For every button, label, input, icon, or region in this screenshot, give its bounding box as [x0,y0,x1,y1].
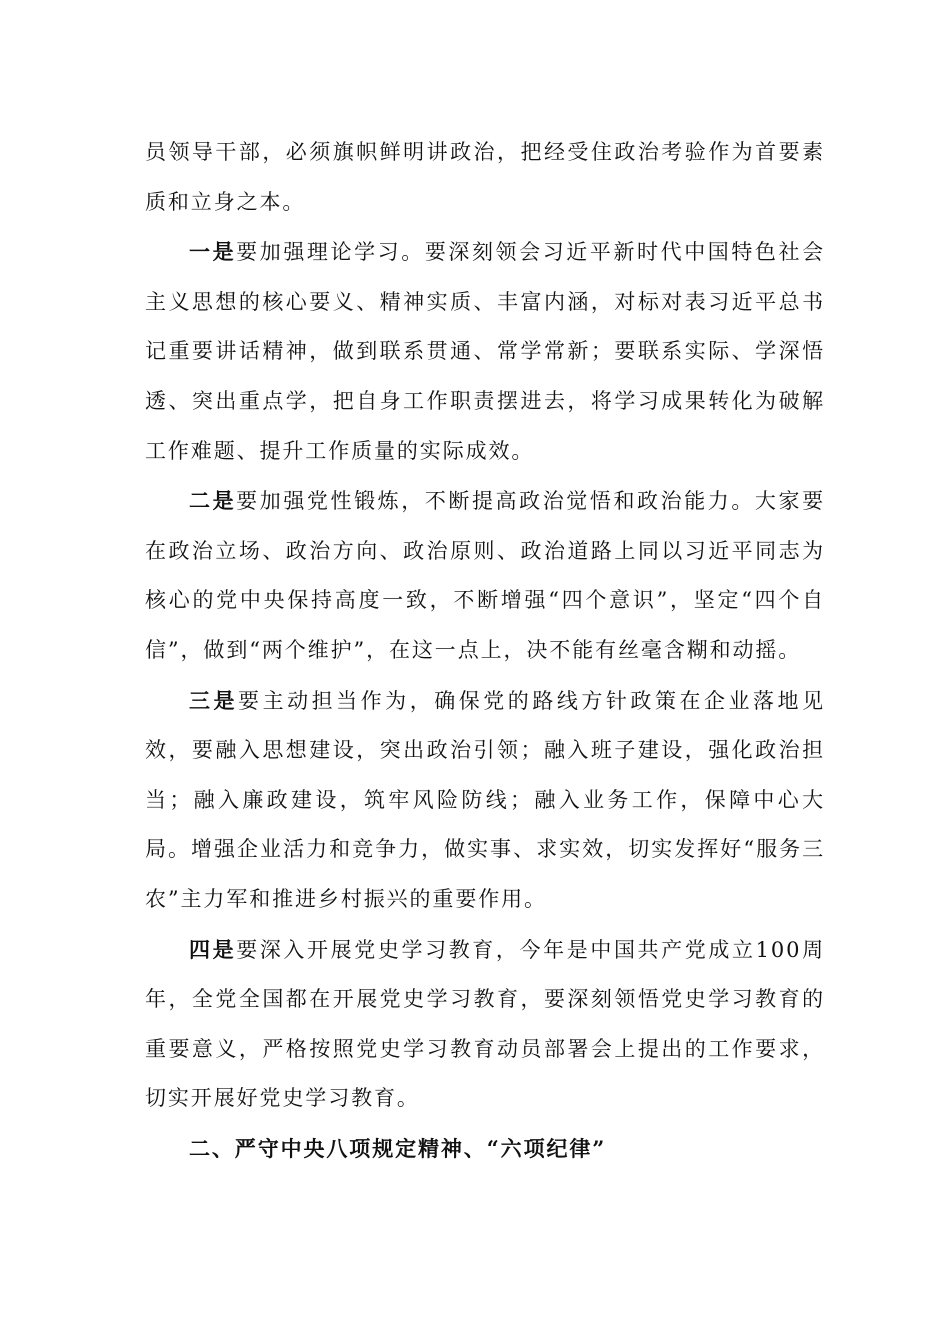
paragraph-lead: 一是 [189,239,237,265]
paragraph-text: 要主动担当作为，确保党的路线方针政策在企业落地见效，要融入思想建设，突出政治引领；融入班子建设，强化政治担当；融入廉政建设，筑牢风险防线；融入业务工作，保障中心大局。增强企业活力和竞争力，做实事、求实效，切实发挥好“服务三农”主力军和推进乡村振兴的重要作用。 [145,688,825,911]
paragraph-point-four [145,925,825,1124]
paragraph-lead: 三是 [189,687,239,713]
paragraph-text: 员领导干部，必须旗帜鲜明讲政治，把经受住政治考验作为首要素质和立身之本。 [145,140,825,214]
document-body [145,128,825,1173]
paragraph-point-three [145,676,825,925]
paragraph-point-two [145,476,825,675]
paragraph-point-one [145,227,825,476]
paragraph-text: 要深入开展党史学习教育，今年是中国共产党成立100周年，全党全国都在开展党史学习教育，要深刻领悟党史学习教育的重要意义，严格按照党史学习教育动员部署会上提出的工作要求，切实开展好党史学习教育。 [145,937,825,1111]
section-heading: 二、严守中央八项规定精神、“六项纪律” [189,1135,607,1161]
paragraph-text: 要加强理论学习。要深刻领会习近平新时代中国特色社会主义思想的核心要义、精神实质、丰富内涵，对标对表习近平总书记重要讲话精神，做到联系贯通、常学常新；要联系实际、学深悟透、突出重点学，把自身工作职责摆进去，将学习成果转化为破解工作难题、提升工作质量的实际成效。 [145,240,825,463]
paragraph-text: 要加强党性锻炼，不断提高政治觉悟和政治能力。大家要在政治立场、政治方向、政治原则、政治道路上同以习近平同志为核心的党中央保持高度一致，不断增强“四个意识”，坚定“四个自信”，做到“两个维护”，在这一点上，决不能有丝毫含糊和动摇。 [145,489,825,662]
paragraph-continuation [145,128,825,227]
paragraph-lead: 四是 [189,936,237,962]
paragraph-lead: 二是 [189,488,237,514]
